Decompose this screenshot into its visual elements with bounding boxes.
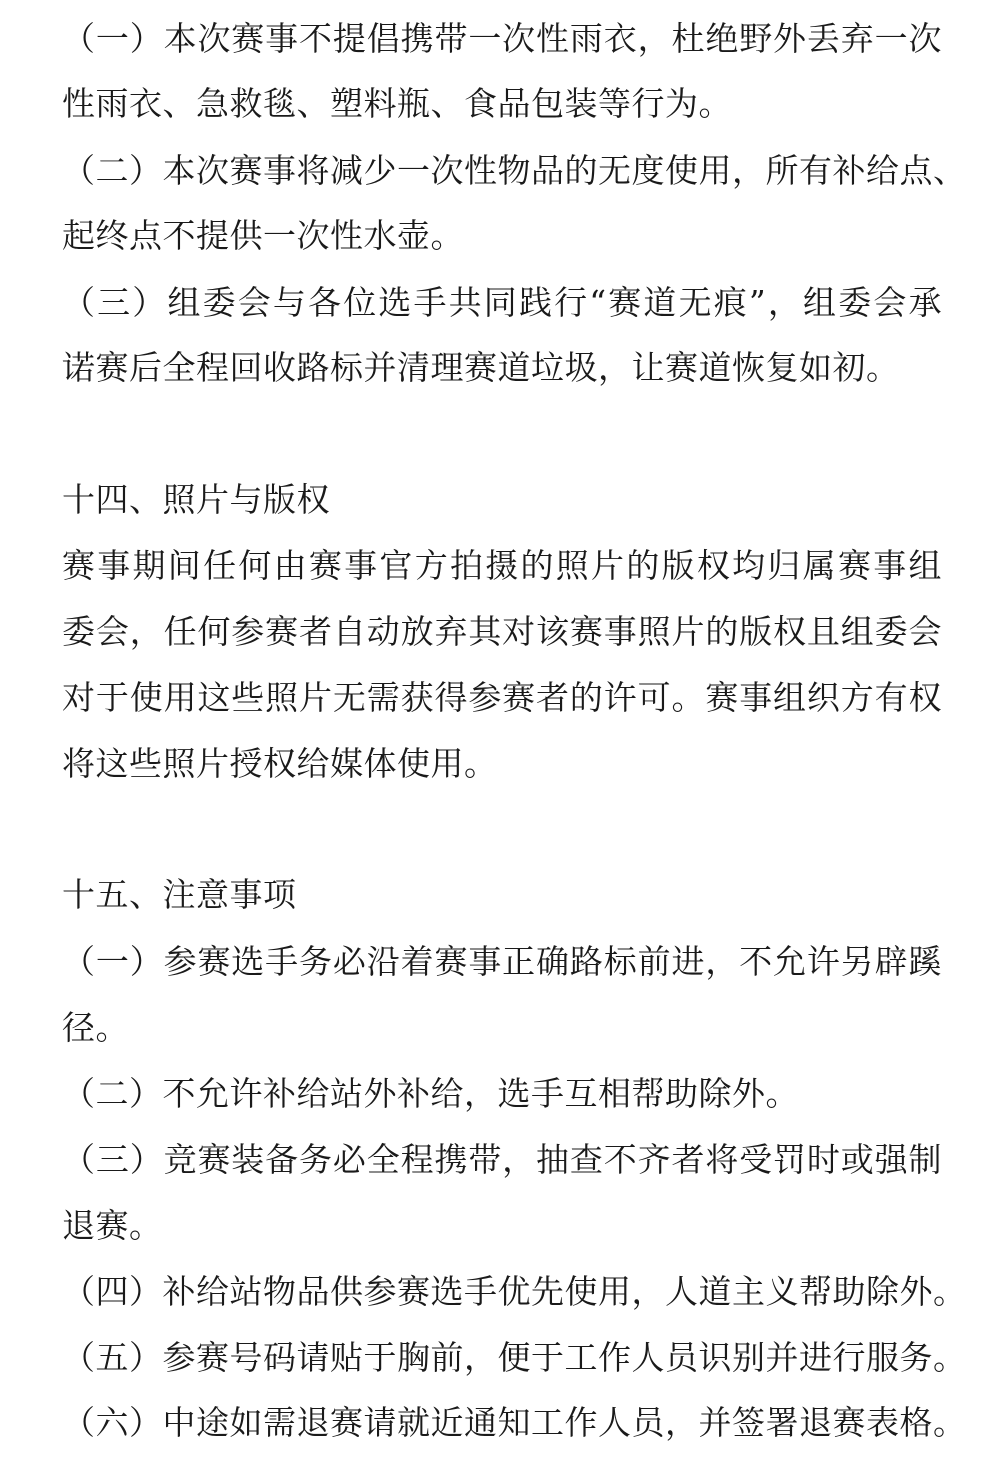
s15-item3-line1: （三）竞赛装备务必全程携带，抽查不齐者将受罚时或强制 — [62, 1140, 942, 1179]
s15-item1-line2: 径。 — [62, 1008, 129, 1047]
s14-para-line2: 委会，任何参赛者自动放弃其对该赛事照片的版权且组委会 — [62, 612, 942, 651]
s14-para-line1: 赛事期间任何由赛事官方拍摄的照片的版权均归属赛事组 — [62, 546, 942, 585]
s14-para-line4: 将这些照片授权给媒体使用。 — [62, 744, 498, 783]
section15-title: 十五、注意事项 — [62, 875, 297, 914]
s13-item3-line1: （三）组委会与各位选手共同践行“赛道无痕”，组委会承 — [62, 283, 942, 322]
s13-item2-line2: 起终点不提供一次性水壶。 — [62, 216, 464, 255]
s13-item1-line2: 性雨衣、急救毯、塑料瓶、食品包装等行为。 — [62, 84, 732, 123]
s13-item3-line2: 诺赛后全程回收路标并清理赛道垃圾，让赛道恢复如初。 — [62, 348, 900, 387]
s13-item1-line1: （一）本次赛事不提倡携带一次性雨衣，杜绝野外丢弃一次 — [62, 19, 942, 58]
s15-item2-line1: （二）不允许补给站外补给，选手互相帮助除外。 — [62, 1074, 799, 1113]
s14-para-line3: 对于使用这些照片无需获得参赛者的许可。赛事组织方有权 — [62, 678, 942, 717]
s15-item3-line2: 退赛。 — [62, 1206, 163, 1245]
s13-item2-line1: （二）本次赛事将减少一次性物品的无度使用，所有补给点、 — [62, 151, 967, 190]
section14-title: 十四、照片与版权 — [62, 480, 330, 519]
s15-item1-line1: （一）参赛选手务必沿着赛事正确路标前进，不允许另辟蹊 — [62, 942, 942, 981]
s15-item4-line1: （四）补给站物品供参赛选手优先使用，人道主义帮助除外。 — [62, 1272, 967, 1311]
s15-item6-line1: （六）中途如需退赛请就近通知工作人员，并签署退赛表格。 — [62, 1403, 967, 1442]
s15-item5-line1: （五）参赛号码请贴于胸前，便于工作人员识别并进行服务。 — [62, 1338, 967, 1377]
